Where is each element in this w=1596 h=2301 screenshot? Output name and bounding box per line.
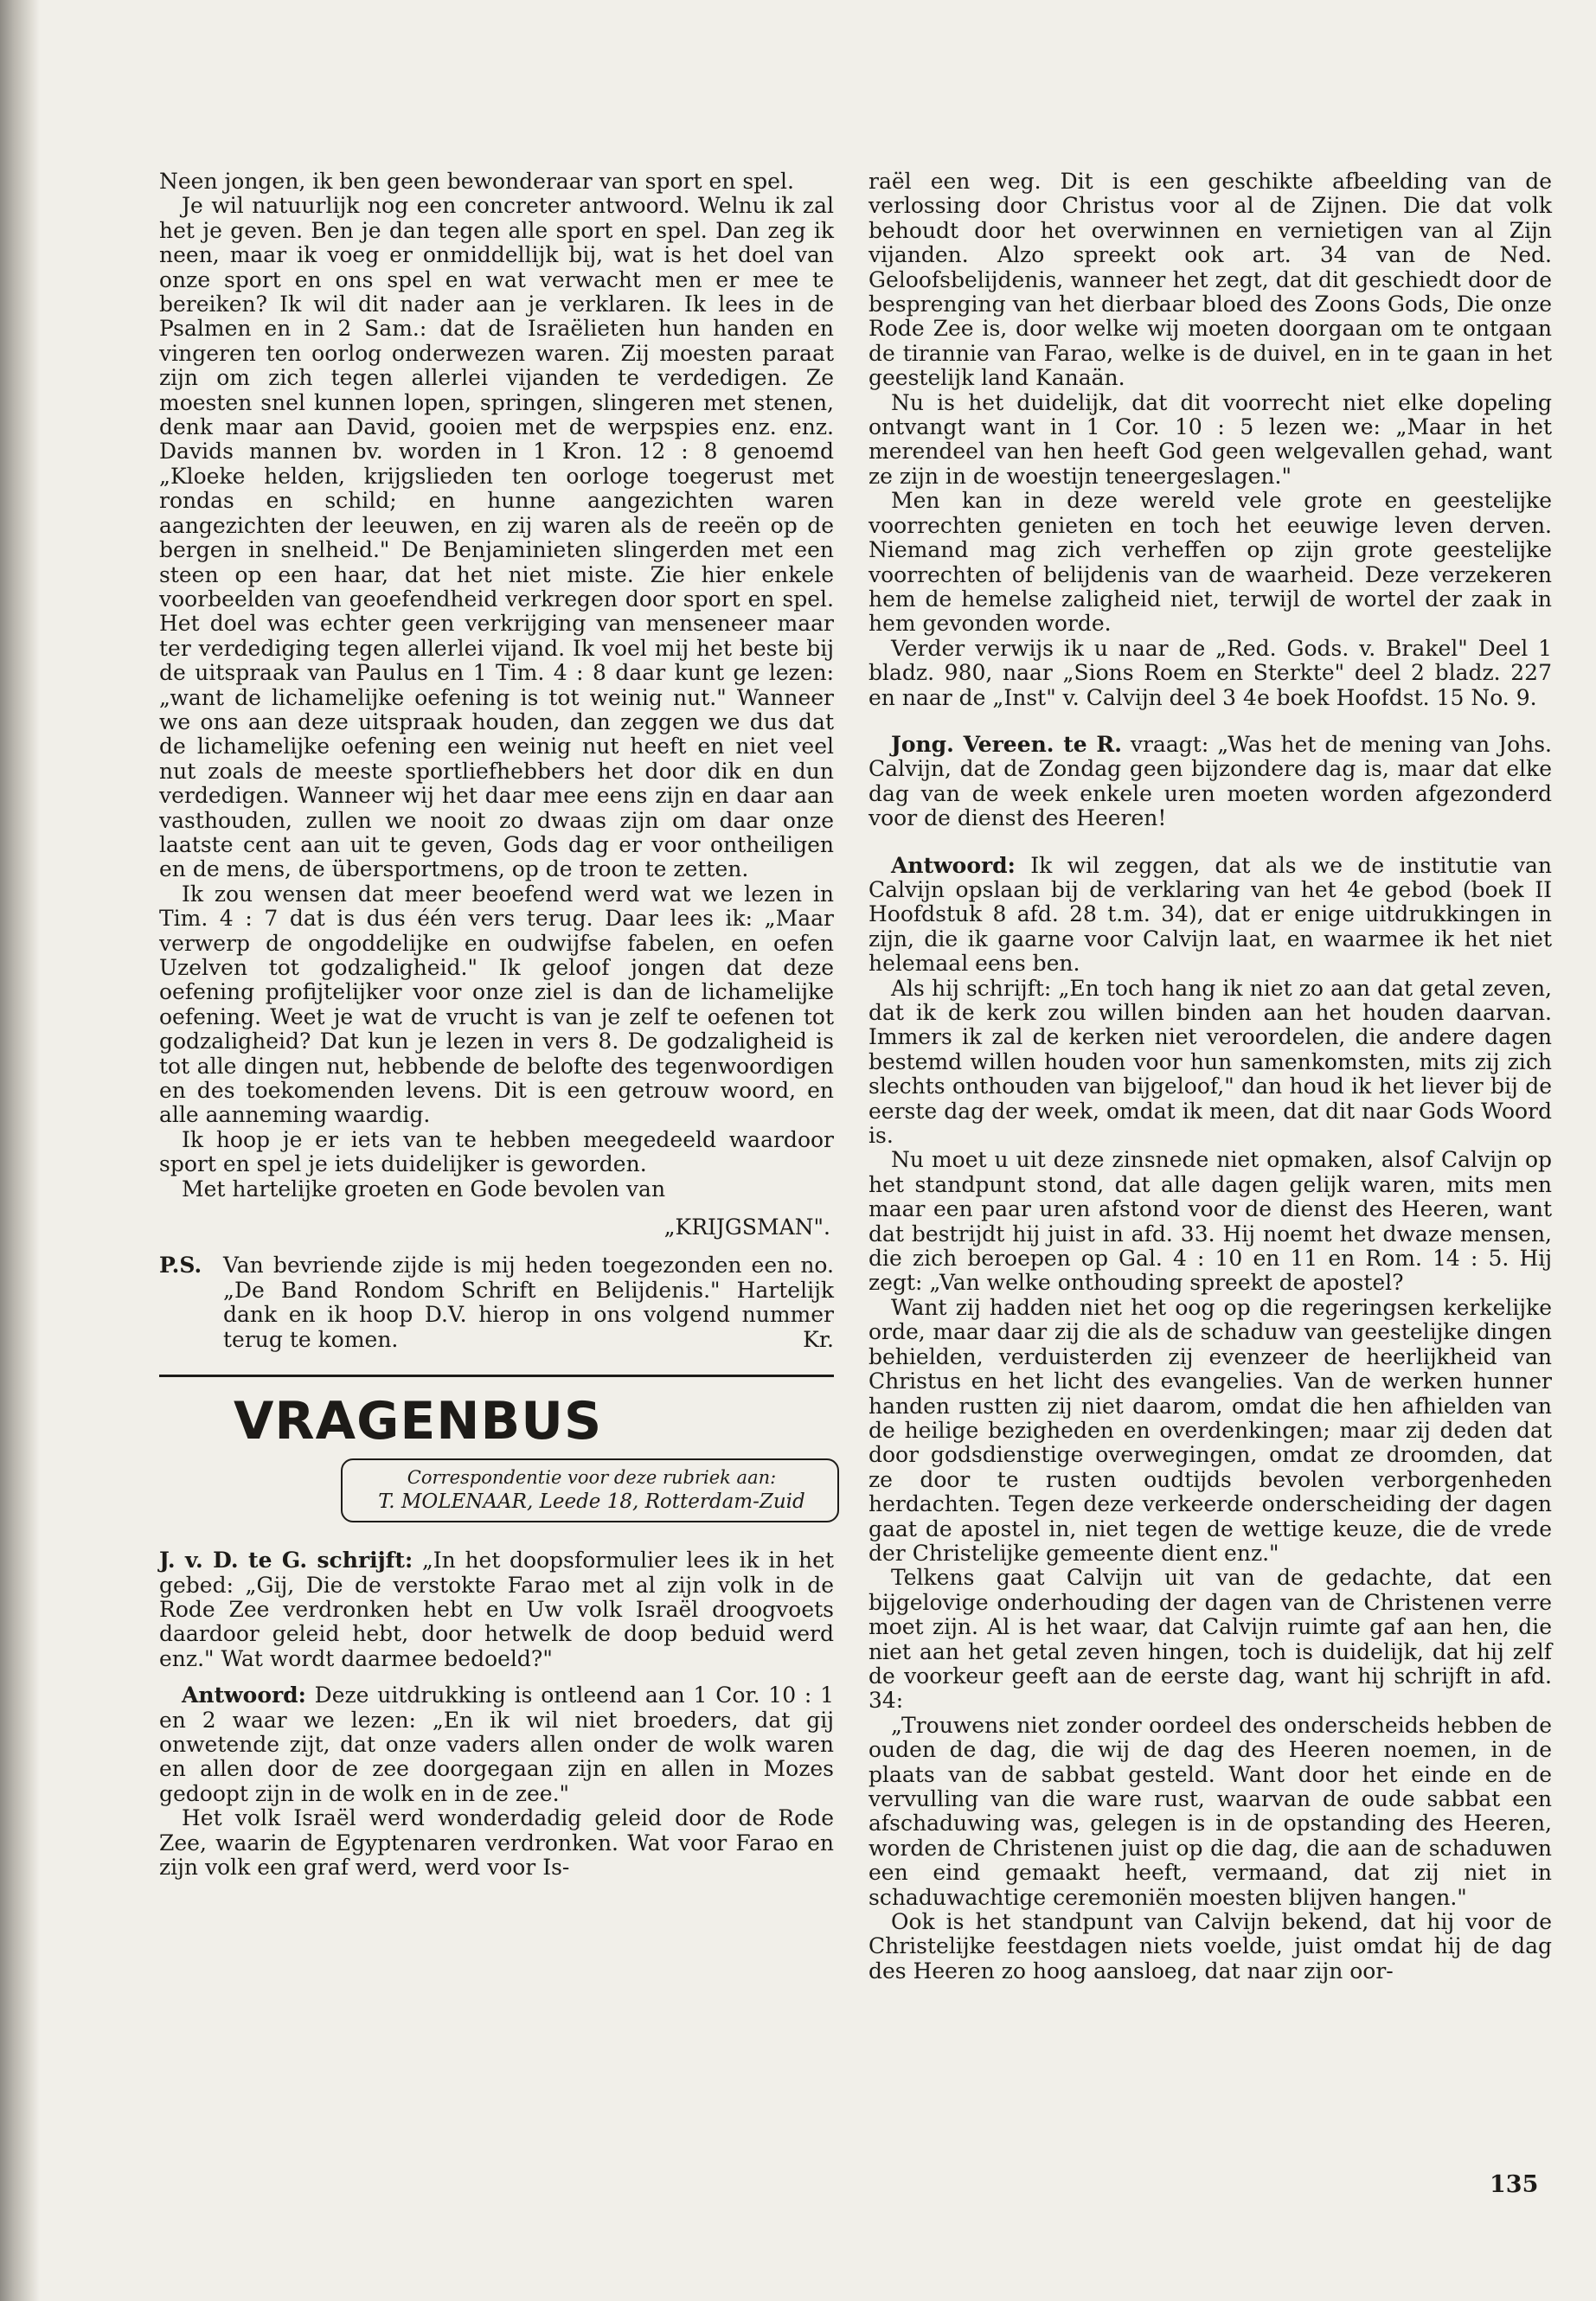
paragraph: Ik hoop je er iets van te hebben meegedeeld waardoor sport en spel je iets duidelijker is geworden. [159,1126,834,1177]
section-title: VRAGENBUS [234,1391,603,1452]
ps-body [208,1253,834,1352]
question-text: vraagt: „Was het de mening van Johs. Calvijn, dat de Zondag geen bijzondere dag is, maar dat elke dag van de week enkele uren moeten worden afgezonderd voor de dienst des Heeren! [869,731,1552,831]
postscript [159,1253,834,1352]
paragraph: Want zij hadden niet het oog op die regeringsen kerkelijke orde, maar daar zij die als de schaduw van geestelijke dingen behielden, verduisterden zij evenzeer de heerlijkheid van Christus en het licht des evangelies. Van de werken hunner handen rustten zij niet daarom, omdat die hen afhielden van de heilige bezigheden en overdenkingen; maar zij deden dat door godsdienstige overwegingen, omdat ze droomden, dat ze door te rusten oudtijds bevolen verborgenheden herdachten. Tegen deze verkeerde onderscheiding der dagen gaat de apostel in, niet tegen de wettige keuze, die de vrede der Christelijke gemeente dient enz." [869,1294,1552,1566]
paragraph: Ik zou wensen dat meer beoefend werd wat we lezen in Tim. 4 : 7 dat is dus één vers terug. Daar lees ik: „Maar verwerp de ongoddelijke en oudwijfse fabelen, en oefen Uzelven tot godzaligheid." Ik geloof jongen dat deze oefening profijtelijker voor onze ziel is dan de lichamelijke oefening. Weet je wat de vrucht is van je zelf te oefenen tot godzaligheid? Dat kun je lezen in vers 8. De godzaligheid is tot alle dingen nut, hebbende de belofte des tegenwoordigen en des toekomenden levens. Dit is een getrouw woord, en alle aanneming waardig. [159,881,834,1128]
paragraph: Met hartelijke groeten en Gode bevolen van [182,1176,666,1202]
question [159,1548,834,1671]
answer-lead: Antwoord: [891,852,1016,878]
answer [869,854,1552,977]
correspondence-line: Correspondentie voor deze rubriek aan: [407,1467,777,1489]
answer-lead: Antwoord: [182,1682,306,1708]
question-text: „In het doopsformulier lees ik in het gebed: „Gij, Die de verstokte Farao met al zijn volk in de Rode Zee verdronken hebt en Uw volk Israël droogvoets daardoor geleid hebt, door hetwelk de doop beduid werd enz." Wat wordt daarmee bedoeld?" [159,1548,834,1671]
question [869,733,1552,831]
paragraph: Nu moet u uit deze zinsnede niet opmaken, alsof Calvijn op het standpunt stond, dat alle dagen gelijk waren, mits men maar een paar uren afstond voor de dienst des Heeren, want dat bestrijdt hij juist in afd. 33. Hij noemt het dwaze mensen, die zich beroepen op Gal. 4 : 10 en 11 en Rom. 14 : 5. Hij zegt: „Van welke onthouding spreekt de apostel? [869,1147,1552,1296]
paragraph: Men kan in deze wereld vele grote en geestelijke voorrechten genieten en toch het eeuwige leven derven. Niemand mag zich verheffen op zijn grote geestelijke voorrechten of belijdenis van de waarheid. Deze verzekeren hem de hemelse zaligheid niet, terwijl de wortel der zaak in hem gevonden worde. [869,488,1552,637]
paragraph: Telkens gaat Calvijn uit van de gedachte, dat een bijgelovige onderhouding der dagen van de Christenen verre moet zijn. Al is het waar, dat Calvijn ruimte gaf aan hen, die niet aan het getal zeven hingen, toch is duidelijk, dat hij zelf de voorkeur geeft aan de eerste dag, want hij schrijft in afd. 34: [869,1565,1552,1714]
correspondence-box [341,1458,839,1522]
signature: „KRIJGSMAN". [663,1215,830,1240]
correspondence-address: T. MOLENAAR, Leede 18, Rotterdam-Zuid [378,1490,805,1514]
left-column [159,170,834,1880]
page-number: 135 [1490,2171,1539,2198]
answer [159,1683,834,1806]
ps-label: P.S. [159,1253,202,1279]
ps-initials: Kr. [803,1326,834,1352]
paragraph: Ook is het standpunt van Calvijn bekend, dat hij voor de Christelijke feestdagen niets voelde, juist omdat hij de dag des Heeren zo hoog aansloeg, dat naar zijn oor- [869,1909,1552,1984]
paragraph: Je wil natuurlijk nog een concreter antwoord. Welnu ik zal het je geven. Ben je dan tegen alle sport en spel. Dan zeg ik neen, maar ik voeg er onmiddellijk bij, wat is het doel van onze sport en ons spel en wat verwacht men er mee te bereiken? Ik wil dit nader aan je verklaren. Ik lees in de Psalmen en in 2 Sam.: dat de Israëlieten hun handen en vingeren ten oorlog onderwezen waren. Zij moesten paraat zijn om zich tegen allerlei vijanden te verdedigen. Ze moesten snel kunnen lopen, springen, slingeren met stenen, denk maar aan David, gooien met de werpspies enz. enz. Davids mannen bv. worden in 1 Kron. 12 : 8 genoemd „Kloeke helden, krijgslieden ten oorloge toegerust met rondas en schild; en hunne aangezichten waren aangezichten der leeuwen, en zij waren als de reeën op de bergen in snelheid." De Benjaminieten slingerden met een steen op een haar, dat het niet miste. Zie hier enkele voorbeelden van geoefendheid verkregen door sport en spel. Het doel was echter geen verkrijging van menseneer maar ter verdediging tegen allerlei vijand. Ik voel mij het beste bij de uitspraak van Paulus en 1 Tim. 4 : 8 daar kunt ge lezen: „want de lichamelijke oefening is tot weinig nut." Wanneer we ons aan deze uitspraak houden, dan zeggen we dus dat de lichamelijke oefening een weinig nut heeft en niet veel nut zoals de meeste sportliefhebbers het door dik en dun verdedigen. Wanneer wij het daar mee eens zijn en daar aan vasthouden, zullen we nooit zo dwaas zijn om daar onze laatste cent aan uit te geven, Gods dag er voor ontheiligen en de mens, de übersportmens, op de troon te zetten. [159,193,834,882]
question-lead: Jong. Vereen. te R. [891,731,1122,757]
paragraph: „Trouwens niet zonder oordeel des onderscheids hebben de ouden de dag, die wij de dag des Heeren noemen, in de plaats van de sabbat gesteld. Want door het einde en de vervulling van die ware rust, waarvan de oude sabbat een afschaduwing was, gelegen is in de opstanding des Heeren, worden de Christenen juist op die dag, die aan de schaduwen een eind gemaakt heeft, vermaand, dat zij niet in schaduwachtige ceremoniën moesten blijven hangen." [869,1712,1552,1910]
paragraph: Het volk Israël werd wonderdadig geleid door de Rode Zee, waarin de Egyptenaren verdronken. Wat voor Farao en zijn volk een graf werd, werd voor Is- [159,1805,834,1880]
right-column [869,170,1552,1984]
paragraph: Neen jongen, ik ben geen bewonderaar van sport en spel. [159,169,794,194]
section-divider [159,1375,834,1377]
paragraph: Als hij schrijft: „En toch hang ik niet zo aan dat getal zeven, dat ik de kerk zou willen binden aan het houden daarvan. Immers ik zal de kerken niet veroordelen, die andere dagen bestemd willen houden voor hun samenkomsten, mits zij zich slechts onthouden van bijgeloof," dan houd ik het liever bij de eerste dag der week, omdat ik meen, dat dit naar Gods Woord is. [869,975,1552,1149]
paragraph: Nu is het duidelijk, dat dit voorrecht niet elke dopeling ontvangt want in 1 Cor. 10 : 5 lezen we: „Maar in het merendeel van hen heeft God geen welgevallen gehad, want ze zijn in de woestijn teneergeslagen." [869,389,1552,489]
ps-text: Van bevriende zijde is mij heden toegezonden een no. „De Band Rondom Schrift en Belijdenis." Hartelijk dank en ik hoop D.V. hierop in ons volgend nummer terug te komen. [223,1253,834,1352]
answer-text: Ik wil zeggen, dat als we de institutie van Calvijn opslaan bij de verklaring van het 4e gebod (boek II Hoofdstuk 8 afd. 28 t.m. 34), dat er enige uitdrukkingen in zijn, die ik gaarne voor Calvijn laat, en waarmee ik het niet helemaal eens ben. [869,852,1552,977]
question-lead: J. v. D. te G. schrijft: [159,1548,413,1574]
paragraph: Verder verwijs ik u naar de „Red. Gods. v. Brakel" Deel 1 bladz. 980, naar „Sions Roem en Sterkte" deel 2 bladz. 227 en naar de „Inst" v. Calvijn deel 3 4e boek Hoofdst. 15 No. 9. [869,635,1552,710]
paragraph: raël een weg. Dit is een geschikte afbeelding van de verlossing door Christus voor al de Zijnen. Die dat volk behoudt door het overwinnen en vernietigen van al Zijn vijanden. Alzo spreekt ook art. 34 van de Ned. Geloofsbelijdenis, wanneer het zegt, dat dit geschiedt door de besprenging van het dierbaar bloed des Zoons Gods, Die onze Rode Zee is, door welke wij moeten doorgaan om te ontgaan de tirannie van Farao, welke is de duivel, en in te gaan in het geestelijk land Kanaän. [869,169,1552,391]
answer-text: Deze uitdrukking is ontleend aan 1 Cor. 10 : 1 en 2 waar we lezen: „En ik wil niet broeders, dat gij onwetende zijt, dat onze vaders allen onder de wolk waren en allen door de zee doorgegaan zijn en allen in Mozes gedoopt zijn in de wolk en in de zee." [159,1682,834,1806]
page-binding-shadow [0,0,40,2301]
